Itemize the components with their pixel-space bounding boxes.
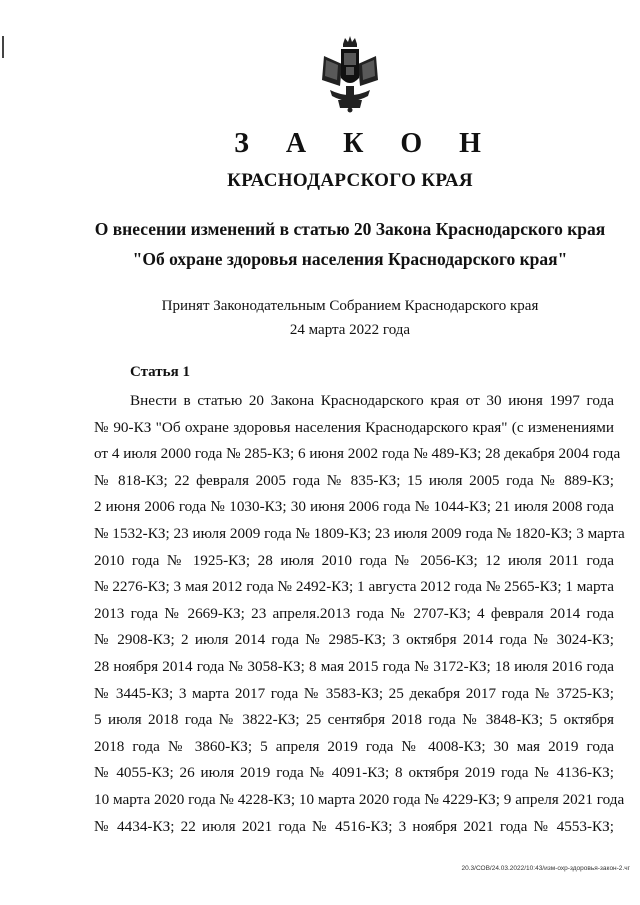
body-line: 2 июня 2006 года № 1030-КЗ; 30 июня 2006 года № 1044-КЗ; 21 июля 2008 года [94,498,614,516]
body-line: 28 ноября 2014 года № 3058-КЗ; 8 мая 2015 года № 3172-КЗ; 18 июля 2016 года [94,657,614,675]
article-title: Статья 1 [130,364,190,380]
coat-of-arms-icon [316,34,384,114]
body-line: № 4434-КЗ; 22 июля 2021 года № 4516-КЗ; 3 ноября 2021 года № 4553-КЗ; [94,817,614,835]
body-line: 2018 года № 3860-КЗ; 5 апреля 2019 года № 4008-КЗ; 30 мая 2019 года [94,737,614,755]
body-line: 10 марта 2020 года № 4228-КЗ; 10 марта 2020 года № 4229-КЗ; 9 апреля 2021 года [94,790,625,808]
body-line: № 2276-КЗ; 3 мая 2012 года № 2492-КЗ; 1 августа 2012 года № 2565-КЗ; 1 марта [94,578,614,596]
article-body [94,388,625,840]
body-line: 2013 года № 2669-КЗ; 23 апреля.2013 года № 2707-КЗ; 4 февраля 2014 года [94,604,614,622]
adoption-note: Принят Законодательным Собранием Краснодарского края [161,298,539,314]
law-heading-line-1: О внесении изменений в статью 20 Закона Краснодарского края [94,219,606,239]
adoption-date: 24 марта 2022 года [289,322,411,338]
law-subtitle: КРАСНОДАРСКОГО КРАЯ [227,170,473,191]
body-line: № 3445-КЗ; 3 марта 2017 года № 3583-КЗ; 25 декабря 2017 года № 3725-КЗ; [94,684,614,702]
body-line: 5 июля 2018 года № 3822-КЗ; 25 сентября 2018 года № 3848-КЗ; 5 октября [94,711,614,729]
law-heading-line-2: "Об охране здоровья населения Краснодарского края" [132,249,568,269]
body-line: 2010 года № 1925-КЗ; 28 июля 2010 года № 2056-КЗ; 12 июля 2011 года [94,551,614,569]
body-line: № 1532-КЗ; 23 июля 2009 года № 1809-КЗ; 23 июля 2009 года № 1820-КЗ; 3 марта [94,524,625,542]
body-line: № 2908-КЗ; 2 июля 2014 года № 2985-КЗ; 3 октября 2014 года № 3024-КЗ; [94,631,614,649]
body-line: Внести в статью 20 Закона Краснодарского края от 30 июня 1997 года [130,392,614,409]
body-line: № 818-КЗ; 22 февраля 2005 года № 835-КЗ; 15 июля 2005 года № 889-КЗ; [94,471,614,489]
body-line: № 90-КЗ "Об охране здоровья населения Краснодарского края" (с изменениями [94,418,614,436]
body-line: от 4 июля 2000 года № 285-КЗ; 6 июня 2002 года № 489-КЗ; 28 декабря 2004 года [94,445,621,463]
margin-mark [2,36,4,58]
body-line: № 4055-КЗ; 26 июля 2019 года № 4091-КЗ; 8 октября 2019 года № 4136-КЗ; [94,764,614,782]
document-footer-code: 20.3/СОВ/24.03.2022/10:43/изм-охр-здоровья-закон-2.чг [461,865,630,872]
law-title: З А К О Н [234,128,496,159]
